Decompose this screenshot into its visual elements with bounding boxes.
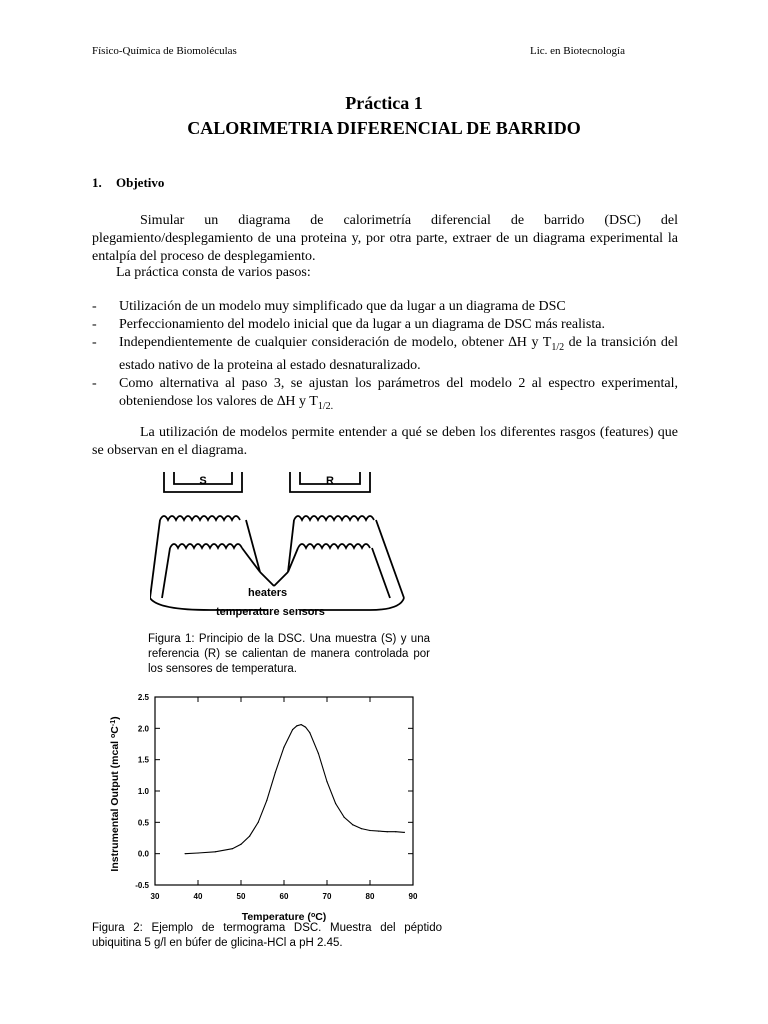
paragraph-steps-intro: La práctica consta de varios pasos: <box>116 265 311 280</box>
data-point <box>352 824 353 825</box>
data-point <box>283 747 284 748</box>
figure1-caption: Figura 1: Principio de la DSC. Una muestra (S) y una referencia (R) se calientan de manera controlada por los sensores de temperatura. <box>148 633 430 675</box>
data-point <box>266 800 267 801</box>
data-point <box>215 851 216 852</box>
y-tick-label: 2.5 <box>137 693 149 702</box>
data-point <box>318 753 319 754</box>
data-point <box>301 724 302 725</box>
data-point <box>275 772 276 773</box>
y-tick-label: 2.0 <box>137 724 149 734</box>
delta-h-symbol: ∆H <box>508 335 527 350</box>
section-heading <box>92 175 164 191</box>
figure2-caption: Figura 2: Ejemplo de termograma DSC. Muestra del péptido ubiquitina 5 g/l en búfer de glicina-HCl a pH 2.45. <box>92 922 442 949</box>
practice-subtitle: CALORIMETRIA DIFERENCIAL DE BARRIDO <box>187 118 581 138</box>
x-tick-label: 40 <box>193 892 203 901</box>
y-tick-label: 1.5 <box>137 755 149 765</box>
data-point <box>344 817 345 818</box>
label-s: S <box>199 475 207 487</box>
list-item-text: Independientemente de cualquier consideración de modelo, obtener ∆H y $T_{1/2}$ de la transición del estado nativo de la proteina al estado desnaturalizado. <box>119 335 678 373</box>
dsc-principle-diagram <box>150 468 430 628</box>
paragraph-objective: Simular un diagrama de calorimetría diferencial de barrido (DSC) del plegamiento/desplegamiento de una proteina y, por otra parte, extraer de un diagrama experimental la entalpía del proceso de desplegamiento. <box>92 213 678 264</box>
y-tick-label: -0.5 <box>135 881 149 890</box>
list-item-text: Como alternativa al paso 3, se ajustan los parámetros del modelo 2 al espectro experimental, obteniendose los valores de ∆H y $T_{1/2.}$ <box>119 375 678 412</box>
x-tick-label: 90 <box>408 892 418 901</box>
data-point <box>240 844 241 845</box>
sample-coil-top <box>160 516 240 520</box>
data-point <box>395 831 396 832</box>
x-tick-label: 30 <box>150 892 160 901</box>
y-tick-label: 0.5 <box>137 818 149 828</box>
section-number: 1. <box>92 175 102 190</box>
data-point <box>378 831 379 832</box>
list-item-text: Perfeccionamiento del modelo inicial que da lugar a un diagrama de DSC más realista. <box>119 317 605 332</box>
list-dash: - <box>92 375 97 391</box>
header-right: Lic. en Biotecnología <box>530 45 625 57</box>
reference-coil-top <box>294 516 374 520</box>
data-point <box>185 853 186 854</box>
data-point <box>296 725 297 726</box>
y-tick-label: 1.0 <box>137 787 149 796</box>
dsc-thermogram-chart <box>100 688 430 924</box>
plot-frame <box>155 697 413 885</box>
x-tick-label: 70 <box>322 892 332 901</box>
delta-h-symbol: ∆H <box>276 393 296 409</box>
label-temperature-sensors: temperature sensors <box>216 606 325 618</box>
x-tick-label: 50 <box>236 892 246 901</box>
header-left: Físico-Química de Biomoléculas <box>92 45 237 57</box>
data-point <box>309 732 310 733</box>
data-point <box>249 836 250 837</box>
list-item <box>92 316 678 334</box>
practice-title: Práctica 1 <box>345 93 423 113</box>
data-point <box>258 822 259 823</box>
reference-coil-bottom <box>298 544 370 548</box>
section-title: Objetivo <box>116 175 165 190</box>
y-tick-label: 0.0 <box>137 849 149 859</box>
list-item-text: Utilización de un modelo muy simplificado que da lugar a un diagrama de DSC <box>119 299 566 314</box>
sample-coil-bottom <box>170 544 242 548</box>
data-point <box>197 852 198 853</box>
y-axis-label: Instrumental Output (mcal $^oC^{-1}$) <box>109 716 121 872</box>
x-axis-label: Temperature ($^o$C) <box>241 911 327 923</box>
list-dash: - <box>92 335 97 350</box>
list-item <box>92 375 678 416</box>
x-tick-label: 60 <box>279 892 289 901</box>
label-heaters: heaters <box>248 587 288 599</box>
list-dash: - <box>92 317 97 332</box>
data-point <box>335 803 336 804</box>
label-r: R <box>326 475 334 487</box>
steps-list <box>92 298 678 416</box>
paragraph-models: La utilización de modelos permite entender a qué se deben los diferentes rasgos (features) que se observan en el diagrama. <box>92 425 678 458</box>
data-point <box>326 781 327 782</box>
data-point <box>305 726 306 727</box>
x-tick-label: 80 <box>365 892 375 901</box>
list-dash: - <box>92 299 97 314</box>
data-point <box>232 848 233 849</box>
list-item <box>92 334 678 375</box>
thermogram-series-line <box>185 725 404 854</box>
list-item <box>92 298 678 316</box>
data-point <box>292 729 293 730</box>
data-point <box>361 828 362 829</box>
data-point <box>369 830 370 831</box>
data-point <box>387 831 388 832</box>
data-point <box>404 832 405 833</box>
